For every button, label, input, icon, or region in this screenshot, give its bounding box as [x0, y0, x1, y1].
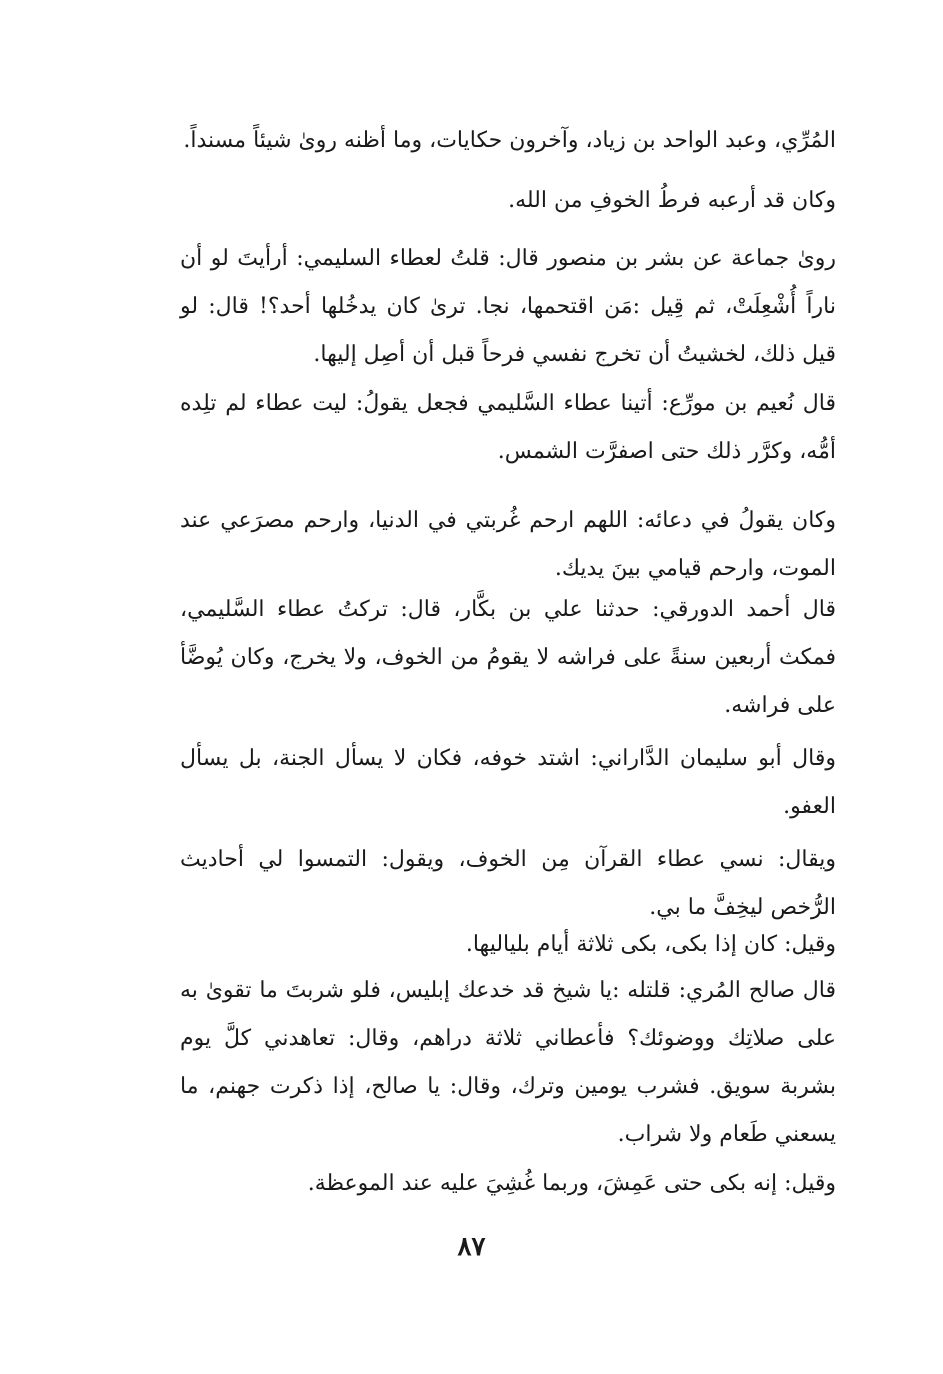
paragraph-3: روىٰ جماعة عن بشر بن منصور قال: قلتُ لعطاء السليمي: أرأيتَ لو أن ناراً أُشْعِلَتْ، ثم قِيل :مَن اقتحمها، نجا. ترىٰ كان يدخُلها أحد؟! قال: لو قيل ذلك، لخشيتُ أن تخرج نفسي فرحاً قبل أن أصِل إليها.	[180, 246, 836, 367]
paragraph-8: ويقال: نسي عطاء القرآن مِن الخوف، ويقول: التمسوا لي أحاديث الرُّخص ليخِفَّ ما بي.	[180, 847, 836, 920]
paragraph-9: وقيل: كان إذا بكى، بكى ثلاثة أيام بلياليها.	[465, 932, 836, 957]
paragraph-11: وقيل: إنه بكى حتى عَمِشَ، وربما غُشِيَ عليه عند الموعظة.	[307, 1171, 836, 1196]
paragraph-4: قال نُعيم بن مورِّع: أتينا عطاء السَّليمي فجعل يقولُ: ليت عطاء لم تلِده أمُّه، وكرَّر ذلك حتى اصفرَّت الشمس.	[180, 391, 836, 464]
paragraph-5: وكان يقولُ في دعائه: اللهم ارحم غُربتي في الدنيا، وارحم مصرَعي عند الموت، وارحم قيامي بينَ يديك.	[180, 508, 836, 581]
paragraph-6: قال أحمد الدورقي: حدثنا علي بن بكَّار، قال: تركتُ عطاء السَّليمي، فمكث أربعين سنةً على فراشه لا يقومُ من الخوف، ولا يخرج، وكان يُوضَّأ على فراشه.	[180, 597, 836, 718]
paragraph-10: قال صالح المُري: قلتله :يا شيخ قد خدعك إبليس، فلو شربتَ ما تقوىٰ به على صلاتِك ووضوئك؟ فأعطاني ثلاثة دراهم، وقال: تعاهدني كلَّ يوم بشربة سويق. فشرب يومين وترك، وقال: يا صالح، إذا ذكرت جهنم، ما يسعني طَعام ولا شراب.	[180, 978, 836, 1147]
paragraph-7: وقال أبو سليمان الدَّاراني: اشتد خوفه، فكان لا يسأل الجنة، بل يسأل العفو.	[180, 746, 836, 819]
paragraph-1: المُرِّي، وعبد الواحد بن زياد، وآخرون حكايات، وما أظنه روىٰ شيئاً مسنداً.	[183, 128, 836, 153]
paragraph-2: وكان قد أرعبه فرطُ الخوفِ من الله.	[508, 188, 836, 213]
page-number: ٨٧	[457, 1232, 486, 1262]
